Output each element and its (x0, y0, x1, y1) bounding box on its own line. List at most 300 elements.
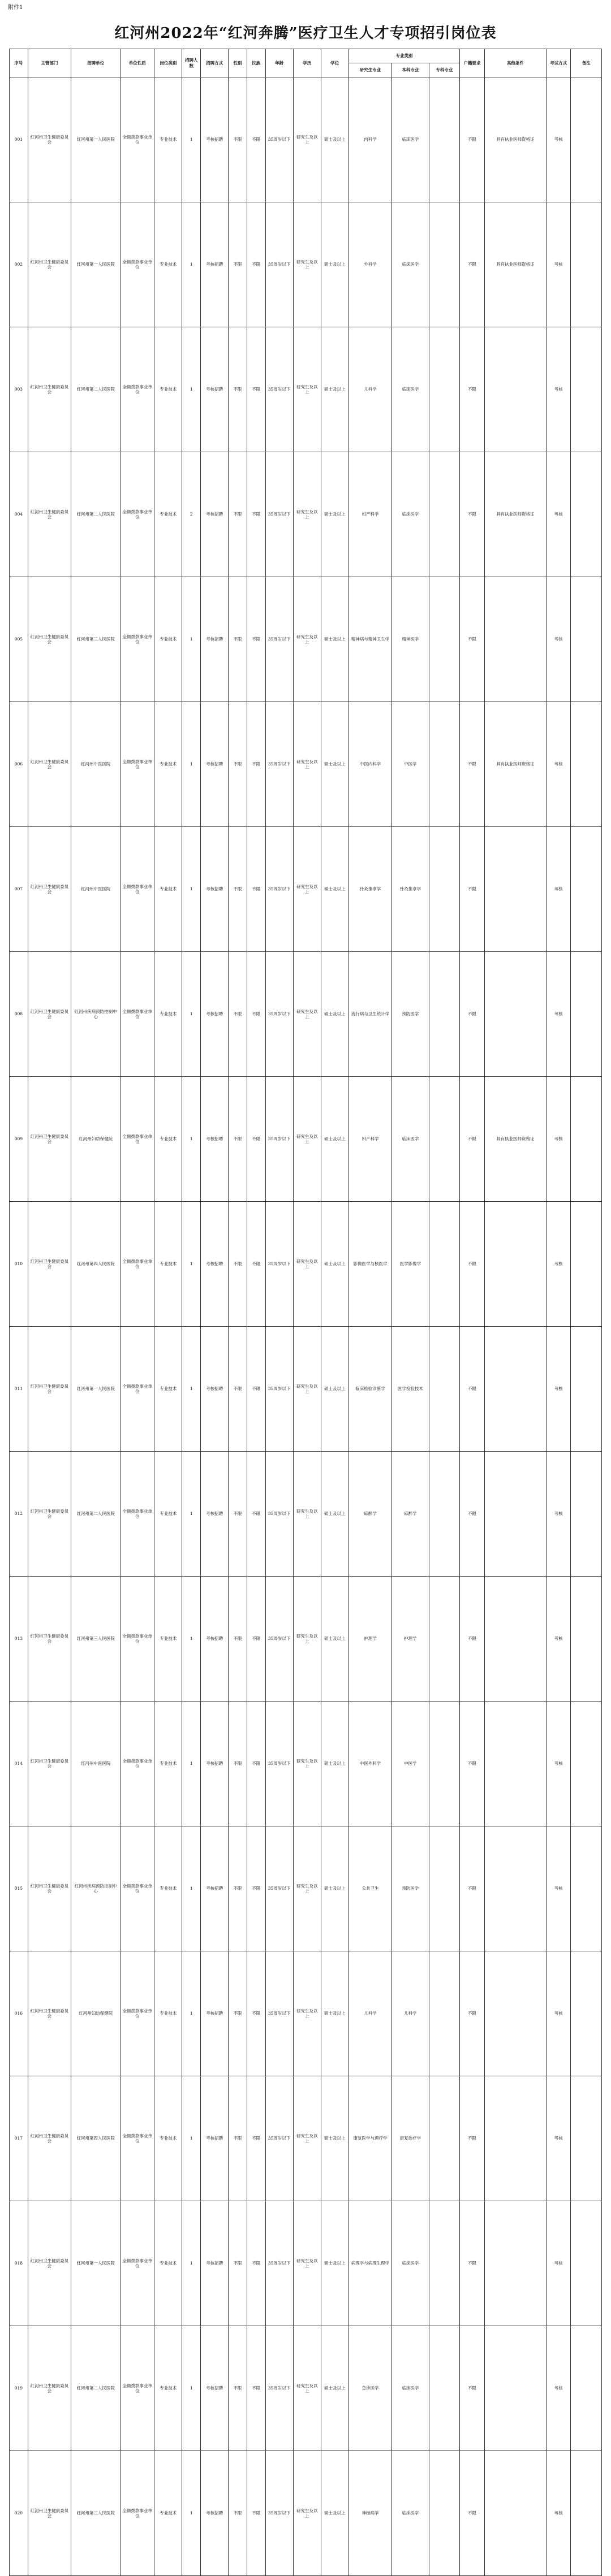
cell-count: 1 (182, 2326, 201, 2451)
cell-education: 研究生及以上 (293, 2326, 321, 2451)
cell-count: 1 (182, 1826, 201, 1951)
cell-age: 35周岁以下 (265, 1826, 293, 1951)
table-row (10, 1202, 602, 1327)
cell-age: 35周岁以下 (265, 1077, 293, 1202)
cell-degree: 硕士及以上 (321, 2076, 348, 2201)
cell-major3 (429, 2451, 460, 2576)
cell-degree: 硕士及以上 (321, 1951, 348, 2076)
header-major2: 本科专业 (392, 63, 429, 77)
cell-post-type: 专业技术 (154, 2326, 182, 2451)
cell-ethnicity: 不限 (247, 1077, 265, 1202)
cell-gender: 不限 (229, 577, 247, 702)
cell-gender: 不限 (229, 1826, 247, 1951)
cell-method: 考核招聘 (201, 2076, 229, 2201)
cell-education: 研究生及以上 (293, 1577, 321, 1702)
cell-major3 (429, 1577, 460, 1702)
cell-ethnicity: 不限 (247, 1702, 265, 1826)
cell-major1: 临床检验诊断学 (348, 1327, 391, 1452)
cell-post-type: 专业技术 (154, 577, 182, 702)
cell-major2: 麻醉学 (392, 1452, 429, 1577)
cell-gender: 不限 (229, 2201, 247, 2326)
cell-degree: 硕士及以上 (321, 952, 348, 1077)
header-exam: 考试方式 (546, 49, 571, 77)
cell-unit: 红河州中医医院 (71, 702, 121, 827)
cell-education: 研究生及以上 (293, 452, 321, 577)
cell-seq: 004 (10, 452, 28, 577)
cell-household: 不限 (460, 1452, 485, 1577)
cell-gender: 不限 (229, 702, 247, 827)
cell-exam: 考核 (546, 77, 571, 202)
cell-dept: 红河州卫生健康委员会 (28, 77, 71, 202)
cell-major3 (429, 327, 460, 452)
cell-unit: 红河州第一人民医院 (71, 77, 121, 202)
cell-count: 1 (182, 702, 201, 827)
cell-major1: 急诊医学 (348, 2326, 391, 2451)
cell-seq: 008 (10, 952, 28, 1077)
cell-method: 考核招聘 (201, 1702, 229, 1826)
cell-exam: 考核 (546, 1951, 571, 2076)
cell-major1: 麻醉学 (348, 1452, 391, 1577)
cell-seq: 011 (10, 1327, 28, 1452)
cell-major1: 妇产科学 (348, 1077, 391, 1202)
cell-other: 具有执业医师资格证 (484, 77, 546, 202)
cell-post-type: 专业技术 (154, 1826, 182, 1951)
cell-household: 不限 (460, 1577, 485, 1702)
cell-major1: 妇产科学 (348, 452, 391, 577)
cell-gender: 不限 (229, 1327, 247, 1452)
cell-major3 (429, 202, 460, 327)
cell-nature: 全额拨款事业单位 (121, 2451, 154, 2576)
cell-ethnicity: 不限 (247, 1452, 265, 1577)
cell-nature: 全额拨款事业单位 (121, 1202, 154, 1327)
cell-dept: 红河州卫生健康委员会 (28, 2201, 71, 2326)
cell-nature: 全额拨款事业单位 (121, 577, 154, 702)
cell-nature: 全额拨款事业单位 (121, 1327, 154, 1452)
cell-household: 不限 (460, 952, 485, 1077)
cell-household: 不限 (460, 1702, 485, 1826)
cell-seq: 019 (10, 2326, 28, 2451)
cell-unit: 红河州第三人民医院 (71, 1577, 121, 1702)
cell-ethnicity: 不限 (247, 327, 265, 452)
header-age: 年龄 (265, 49, 293, 77)
cell-gender: 不限 (229, 1452, 247, 1577)
cell-household: 不限 (460, 202, 485, 327)
cell-education: 研究生及以上 (293, 77, 321, 202)
table-row (10, 1327, 602, 1452)
cell-other: 具有执业医师资格证 (484, 202, 546, 327)
cell-seq: 020 (10, 2451, 28, 2576)
cell-degree: 硕士及以上 (321, 202, 348, 327)
header-major3: 专科专业 (429, 63, 460, 77)
header-nature: 单位性质 (121, 49, 154, 77)
cell-major3 (429, 2326, 460, 2451)
cell-other (484, 577, 546, 702)
cell-gender: 不限 (229, 1077, 247, 1202)
cell-degree: 硕士及以上 (321, 1577, 348, 1702)
cell-household: 不限 (460, 327, 485, 452)
cell-dept: 红河州卫生健康委员会 (28, 327, 71, 452)
cell-household: 不限 (460, 452, 485, 577)
cell-education: 研究生及以上 (293, 1951, 321, 2076)
cell-count: 1 (182, 952, 201, 1077)
cell-unit: 红河州第三人民医院 (71, 577, 121, 702)
table-header (10, 49, 602, 77)
cell-method: 考核招聘 (201, 452, 229, 577)
cell-remark (571, 577, 602, 702)
cell-degree: 硕士及以上 (321, 1327, 348, 1452)
cell-post-type: 专业技术 (154, 1452, 182, 1577)
cell-method: 考核招聘 (201, 1077, 229, 1202)
cell-method: 考核招聘 (201, 2451, 229, 2576)
table-row (10, 1702, 602, 1826)
cell-ethnicity: 不限 (247, 1951, 265, 2076)
cell-post-type: 专业技术 (154, 452, 182, 577)
header-post-type: 岗位类别 (154, 49, 182, 77)
cell-post-type: 专业技术 (154, 827, 182, 952)
cell-nature: 全额拨款事业单位 (121, 702, 154, 827)
cell-ethnicity: 不限 (247, 2076, 265, 2201)
cell-count: 1 (182, 1702, 201, 1826)
cell-seq: 013 (10, 1577, 28, 1702)
cell-household: 不限 (460, 1826, 485, 1951)
cell-household: 不限 (460, 1327, 485, 1452)
cell-age: 35周岁以下 (265, 1452, 293, 1577)
cell-ethnicity: 不限 (247, 1327, 265, 1452)
cell-method: 考核招聘 (201, 952, 229, 1077)
cell-seq: 015 (10, 1826, 28, 1951)
cell-major1: 病理学与病理生理学 (348, 2201, 391, 2326)
cell-post-type: 专业技术 (154, 1327, 182, 1452)
cell-major2: 精神医学 (392, 577, 429, 702)
cell-other (484, 1826, 546, 1951)
cell-major2: 医学检验技术 (392, 1327, 429, 1452)
cell-major3 (429, 1702, 460, 1826)
cell-age: 35周岁以下 (265, 77, 293, 202)
cell-major3 (429, 1202, 460, 1327)
cell-major2: 护理学 (392, 1577, 429, 1702)
cell-unit: 红河州第二人民医院 (71, 327, 121, 452)
cell-count: 1 (182, 327, 201, 452)
cell-age: 35周岁以下 (265, 2201, 293, 2326)
cell-unit: 红河州第二人民医院 (71, 452, 121, 577)
cell-exam: 考核 (546, 1077, 571, 1202)
cell-gender: 不限 (229, 2326, 247, 2451)
cell-exam: 考核 (546, 327, 571, 452)
cell-major3 (429, 702, 460, 827)
cell-major2: 针灸推拿学 (392, 827, 429, 952)
cell-ethnicity: 不限 (247, 77, 265, 202)
cell-education: 研究生及以上 (293, 952, 321, 1077)
table-row (10, 2076, 602, 2201)
cell-exam: 考核 (546, 202, 571, 327)
cell-major2: 临床医学 (392, 327, 429, 452)
cell-ethnicity: 不限 (247, 2451, 265, 2576)
cell-ethnicity: 不限 (247, 452, 265, 577)
cell-gender: 不限 (229, 952, 247, 1077)
cell-unit: 红河州疾病预防控制中心 (71, 1826, 121, 1951)
cell-major3 (429, 2201, 460, 2326)
cell-gender: 不限 (229, 452, 247, 577)
cell-dept: 红河州卫生健康委员会 (28, 1951, 71, 2076)
cell-unit: 红河州第一人民医院 (71, 202, 121, 327)
cell-method: 考核招聘 (201, 1826, 229, 1951)
cell-ethnicity: 不限 (247, 702, 265, 827)
cell-household: 不限 (460, 1202, 485, 1327)
cell-age: 35周岁以下 (265, 827, 293, 952)
cell-major2: 儿科学 (392, 1951, 429, 2076)
cell-nature: 全额拨款事业单位 (121, 2326, 154, 2451)
cell-post-type: 专业技术 (154, 77, 182, 202)
cell-nature: 全额拨款事业单位 (121, 1702, 154, 1826)
cell-remark (571, 1702, 602, 1826)
attachment-label: 附件1 (8, 5, 23, 11)
cell-seq: 003 (10, 327, 28, 452)
cell-unit: 红河州第一人民医院 (71, 2201, 121, 2326)
cell-nature: 全额拨款事业单位 (121, 77, 154, 202)
cell-degree: 硕士及以上 (321, 1077, 348, 1202)
cell-exam: 考核 (546, 702, 571, 827)
cell-unit: 红河州第二人民医院 (71, 1452, 121, 1577)
cell-gender: 不限 (229, 2451, 247, 2576)
cell-unit: 红河州中医医院 (71, 1702, 121, 1826)
cell-seq: 007 (10, 827, 28, 952)
cell-remark (571, 2326, 602, 2451)
cell-nature: 全额拨款事业单位 (121, 327, 154, 452)
cell-seq: 006 (10, 702, 28, 827)
cell-count: 1 (182, 77, 201, 202)
cell-major2: 临床医学 (392, 452, 429, 577)
cell-age: 35周岁以下 (265, 1202, 293, 1327)
cell-household: 不限 (460, 77, 485, 202)
cell-count: 1 (182, 2451, 201, 2576)
cell-dept: 红河州卫生健康委员会 (28, 1327, 71, 1452)
cell-major2: 临床医学 (392, 77, 429, 202)
cell-count: 2 (182, 452, 201, 577)
cell-dept: 红河州卫生健康委员会 (28, 577, 71, 702)
cell-ethnicity: 不限 (247, 577, 265, 702)
cell-major2: 康复治疗学 (392, 2076, 429, 2201)
cell-age: 35周岁以下 (265, 2451, 293, 2576)
table-row (10, 577, 602, 702)
table-row (10, 1577, 602, 1702)
cell-major1: 中医内科学 (348, 702, 391, 827)
cell-other (484, 327, 546, 452)
cell-unit: 红河州第四人民医院 (71, 2076, 121, 2201)
cell-household: 不限 (460, 1951, 485, 2076)
cell-degree: 硕士及以上 (321, 1702, 348, 1826)
cell-ethnicity: 不限 (247, 952, 265, 1077)
cell-household: 不限 (460, 827, 485, 952)
cell-major2: 中医学 (392, 702, 429, 827)
cell-other (484, 827, 546, 952)
cell-major1: 精神病与精神卫生学 (348, 577, 391, 702)
cell-major1: 针灸推拿学 (348, 827, 391, 952)
cell-post-type: 专业技术 (154, 952, 182, 1077)
cell-remark (571, 2201, 602, 2326)
cell-major1: 康复医学与理疗学 (348, 2076, 391, 2201)
cell-major3 (429, 1452, 460, 1577)
cell-other (484, 2326, 546, 2451)
cell-ethnicity: 不限 (247, 827, 265, 952)
cell-unit: 红河州第二人民医院 (71, 2326, 121, 2451)
cell-post-type: 专业技术 (154, 2451, 182, 2576)
cell-major1: 儿科学 (348, 1951, 391, 2076)
cell-post-type: 专业技术 (154, 1077, 182, 1202)
cell-dept: 红河州卫生健康委员会 (28, 827, 71, 952)
table-row (10, 2201, 602, 2326)
header-count: 招聘人数 (182, 49, 201, 77)
cell-remark (571, 2451, 602, 2576)
table-row (10, 202, 602, 327)
cell-dept: 红河州卫生健康委员会 (28, 702, 71, 827)
cell-ethnicity: 不限 (247, 2326, 265, 2451)
cell-exam: 考核 (546, 1327, 571, 1452)
header-seq: 序号 (10, 49, 28, 77)
header-gender: 性别 (229, 49, 247, 77)
cell-nature: 全额拨款事业单位 (121, 1826, 154, 1951)
cell-other (484, 1951, 546, 2076)
header-other: 其他条件 (484, 49, 546, 77)
cell-remark (571, 1077, 602, 1202)
cell-exam: 考核 (546, 827, 571, 952)
cell-other (484, 2201, 546, 2326)
cell-major1: 中医外科学 (348, 1702, 391, 1826)
cell-count: 1 (182, 1327, 201, 1452)
cell-unit: 红河州疾病预防控制中心 (71, 952, 121, 1077)
recruitment-table (9, 49, 602, 2576)
table-row (10, 1826, 602, 1951)
cell-unit: 红河州第一人民医院 (71, 1327, 121, 1452)
cell-major2: 预防医学 (392, 1826, 429, 1951)
header-household: 户籍要求 (460, 49, 485, 77)
cell-major3 (429, 1951, 460, 2076)
cell-nature: 全额拨款事业单位 (121, 952, 154, 1077)
cell-gender: 不限 (229, 827, 247, 952)
cell-dept: 红河州卫生健康委员会 (28, 1702, 71, 1826)
cell-count: 1 (182, 1452, 201, 1577)
cell-major3 (429, 577, 460, 702)
cell-count: 1 (182, 1077, 201, 1202)
cell-gender: 不限 (229, 327, 247, 452)
cell-degree: 硕士及以上 (321, 327, 348, 452)
cell-major2: 临床医学 (392, 202, 429, 327)
cell-major1: 外科学 (348, 202, 391, 327)
cell-ethnicity: 不限 (247, 202, 265, 327)
cell-nature: 全额拨款事业单位 (121, 2201, 154, 2326)
cell-dept: 红河州卫生健康委员会 (28, 1452, 71, 1577)
cell-other: 具有执业医师资格证 (484, 702, 546, 827)
cell-gender: 不限 (229, 1702, 247, 1826)
cell-method: 考核招聘 (201, 827, 229, 952)
cell-method: 考核招聘 (201, 202, 229, 327)
cell-seq: 017 (10, 2076, 28, 2201)
cell-method: 考核招聘 (201, 77, 229, 202)
cell-age: 35周岁以下 (265, 702, 293, 827)
cell-degree: 硕士及以上 (321, 1452, 348, 1577)
cell-degree: 硕士及以上 (321, 577, 348, 702)
cell-dept: 红河州卫生健康委员会 (28, 2326, 71, 2451)
cell-unit: 红河州中医医院 (71, 827, 121, 952)
header-ethnicity: 民族 (247, 49, 265, 77)
cell-major1: 护理学 (348, 1577, 391, 1702)
cell-post-type: 专业技术 (154, 202, 182, 327)
cell-household: 不限 (460, 2326, 485, 2451)
cell-degree: 硕士及以上 (321, 77, 348, 202)
cell-major3 (429, 952, 460, 1077)
cell-dept: 红河州卫生健康委员会 (28, 202, 71, 327)
cell-remark (571, 1951, 602, 2076)
cell-major1: 儿科学 (348, 327, 391, 452)
cell-other (484, 1327, 546, 1452)
cell-post-type: 专业技术 (154, 1202, 182, 1327)
cell-method: 考核招聘 (201, 1951, 229, 2076)
cell-remark (571, 327, 602, 452)
cell-age: 35周岁以下 (265, 577, 293, 702)
header-degree: 学位 (321, 49, 348, 77)
table-row (10, 452, 602, 577)
cell-exam: 考核 (546, 2201, 571, 2326)
cell-remark (571, 1327, 602, 1452)
cell-household: 不限 (460, 2201, 485, 2326)
table-row (10, 2451, 602, 2576)
cell-count: 1 (182, 1951, 201, 2076)
cell-exam: 考核 (546, 2076, 571, 2201)
cell-exam: 考核 (546, 2326, 571, 2451)
cell-other (484, 952, 546, 1077)
cell-major2: 预防医学 (392, 952, 429, 1077)
cell-unit: 红河州第三人民医院 (71, 2451, 121, 2576)
cell-remark (571, 452, 602, 577)
cell-post-type: 专业技术 (154, 1577, 182, 1702)
cell-age: 35周岁以下 (265, 202, 293, 327)
cell-seq: 009 (10, 1077, 28, 1202)
cell-dept: 红河州卫生健康委员会 (28, 2076, 71, 2201)
cell-count: 1 (182, 1202, 201, 1327)
cell-remark (571, 702, 602, 827)
cell-dept: 红河州卫生健康委员会 (28, 2451, 71, 2576)
cell-education: 研究生及以上 (293, 1077, 321, 1202)
cell-major2: 医学影像学 (392, 1202, 429, 1327)
cell-major2: 临床医学 (392, 2201, 429, 2326)
cell-count: 1 (182, 827, 201, 952)
cell-method: 考核招聘 (201, 2326, 229, 2451)
cell-exam: 考核 (546, 1577, 571, 1702)
cell-major3 (429, 1077, 460, 1202)
cell-other (484, 1202, 546, 1327)
cell-degree: 硕士及以上 (321, 1202, 348, 1327)
cell-major1: 公共卫生 (348, 1826, 391, 1951)
cell-count: 1 (182, 202, 201, 327)
page-title: 红河州2022年“红河奔腾”医疗卫生人才专项招引岗位表 (114, 25, 497, 42)
cell-education: 研究生及以上 (293, 577, 321, 702)
header-education: 学历 (293, 49, 321, 77)
cell-seq: 001 (10, 77, 28, 202)
table-row (10, 952, 602, 1077)
cell-nature: 全额拨款事业单位 (121, 1951, 154, 2076)
table-row (10, 702, 602, 827)
cell-gender: 不限 (229, 1577, 247, 1702)
cell-major3 (429, 452, 460, 577)
cell-major3 (429, 2076, 460, 2201)
cell-nature: 全额拨款事业单位 (121, 452, 154, 577)
table-row (10, 1452, 602, 1577)
cell-household: 不限 (460, 702, 485, 827)
cell-major1: 内科学 (348, 77, 391, 202)
cell-unit: 红河州第四人民医院 (71, 1202, 121, 1327)
cell-ethnicity: 不限 (247, 2201, 265, 2326)
cell-other (484, 1452, 546, 1577)
cell-degree: 硕士及以上 (321, 2451, 348, 2576)
